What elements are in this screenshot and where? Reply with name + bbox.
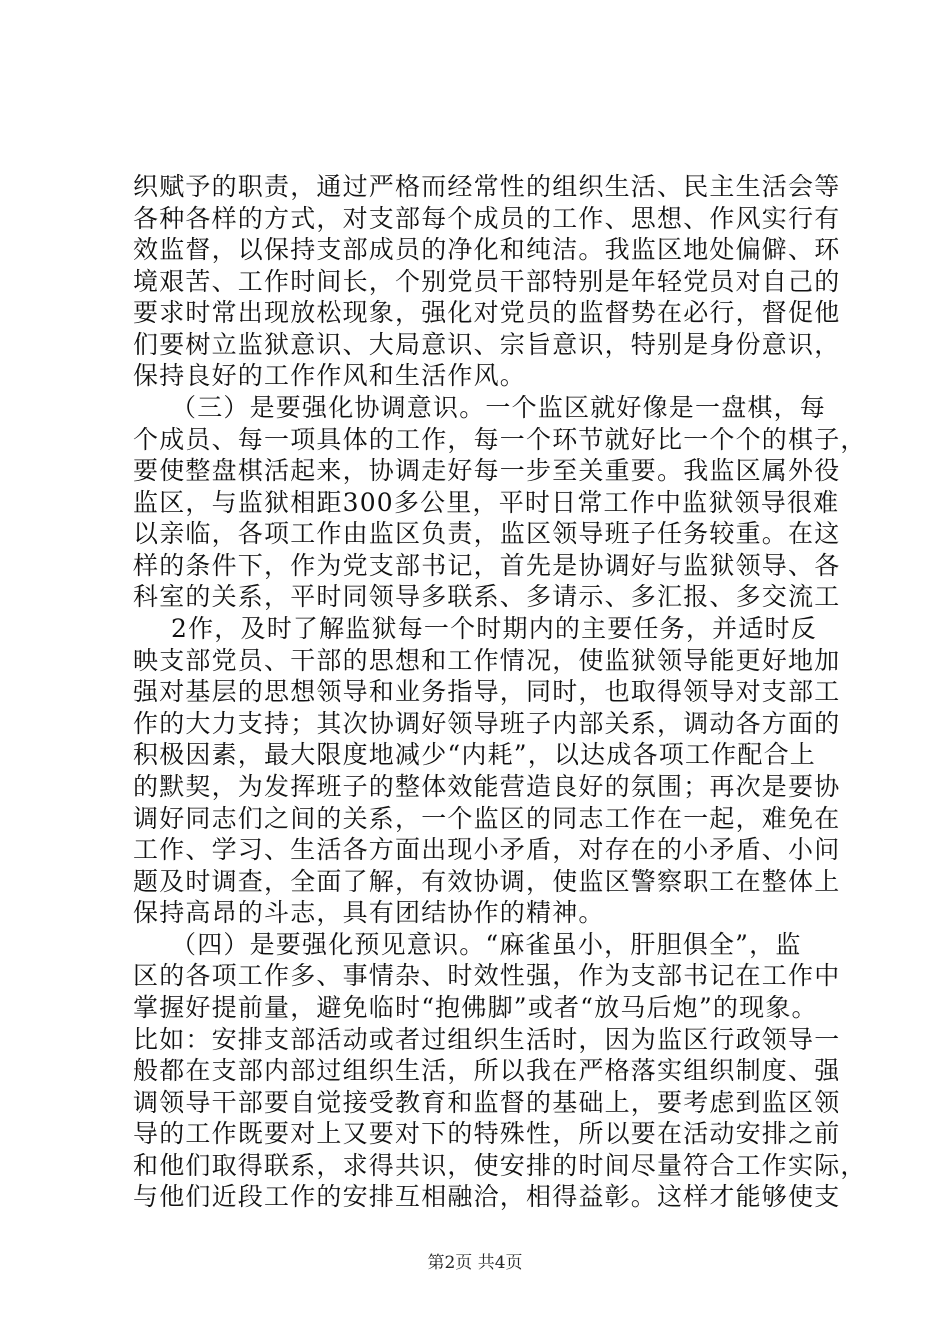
text-line-33: 与他们近段工作的安排互相融洽，相得益彰。这样才能够使支: [133, 1182, 841, 1211]
text-line-11: 监区，与监狱相距300多公里，平时日常工作中监狱领导很难: [133, 488, 840, 517]
text-line-22: 工作、学习、生活各方面出现小矛盾，对存在的小矛盾、小问: [133, 835, 841, 864]
text-line-26: 区的各项工作多、事情杂、时效性强，作为支部书记在工作中: [133, 961, 841, 990]
text-line-13: 样的条件下，作为党支部书记，首先是协调好与监狱领导、各: [133, 551, 841, 580]
text-line-15: 2作，及时了解监狱每一个时期内的主要任务，并适时反: [171, 614, 817, 643]
text-line-25: （四）是要强化预见意识。“麻雀虽小，肝胆俱全”，监: [171, 930, 802, 959]
text-line-18: 作的大力支持；其次协调好领导班子内部关系，调动各方面的: [133, 709, 841, 738]
text-line-5: 要求时常出现放松现象，强化对党员的监督势在必行，督促他: [133, 298, 841, 327]
text-line-32: 和他们取得联系，求得共识，使安排的时间尽量符合工作实际，: [133, 1151, 867, 1180]
text-line-20: 的默契，为发挥班子的整体效能营造良好的氛围；再次是要协: [133, 772, 841, 801]
text-line-9: 个成员、每一项具体的工作，每一个环节就好比一个个的棋子，: [133, 425, 867, 454]
text-line-21: 调好同志们之间的关系，一个监区的同志工作在一起，难免在: [133, 804, 841, 833]
text-line-10: 要使整盘棋活起来，协调走好每一步至关重要。我监区属外役: [133, 456, 841, 485]
page-footer: 第2页 共4页: [427, 1253, 523, 1273]
text-line-12: 以亲临，各项工作由监区负责，监区领导班子任务较重。在这: [133, 519, 841, 548]
text-line-19: 积极因素，最大限度地减少“内耗”，以达成各项工作配合上: [133, 740, 816, 769]
text-line-8: （三）是要强化协调意识。一个监区就好像是一盘棋，每: [171, 393, 827, 422]
text-line-23: 题及时调查，全面了解，有效协调，使监区警察职工在整体上: [133, 867, 841, 896]
text-line-28: 比如：安排支部活动或者过组织生活时，因为监区行政领导一: [133, 1025, 841, 1054]
text-line-31: 导的工作既要对上又要对下的特殊性，所以要在活动安排之前: [133, 1119, 841, 1148]
text-line-7: 保持良好的工作作风和生活作风。: [133, 361, 527, 390]
text-line-30: 调领导干部要自觉接受教育和监督的基础上，要考虑到监区领: [133, 1088, 841, 1117]
text-line-2: 各种各样的方式，对支部每个成员的工作、思想、作风实行有: [133, 204, 841, 233]
text-line-3: 效监督，以保持支部成员的净化和纯洁。我监区地处偏僻、环: [133, 235, 841, 264]
text-line-4: 境艰苦、工作时间长，个别党员干部特别是年轻党员对自己的: [133, 267, 841, 296]
text-line-27: 掌握好提前量，避免临时“抱佛脚”或者“放马后炮”的现象。: [133, 993, 818, 1022]
text-line-17: 强对基层的思想领导和业务指导，同时，也取得领导对支部工: [133, 677, 841, 706]
text-line-29: 般都在支部内部过组织生活，所以我在严格落实组织制度、强: [133, 1056, 841, 1085]
text-line-6: 们要树立监狱意识、大局意识、宗旨意识，特别是身份意识，: [133, 330, 841, 359]
text-line-16: 映支部党员、干部的思想和工作情况，使监狱领导能更好地加: [133, 646, 841, 675]
text-line-14: 科室的关系，平时同领导多联系、多请示、多汇报、多交流工: [133, 582, 841, 611]
text-line-1: 织赋予的职责，通过严格而经常性的组织生活、民主生活会等: [133, 172, 841, 201]
text-line-24: 保持高昂的斗志，具有团结协作的精神。: [133, 898, 605, 927]
